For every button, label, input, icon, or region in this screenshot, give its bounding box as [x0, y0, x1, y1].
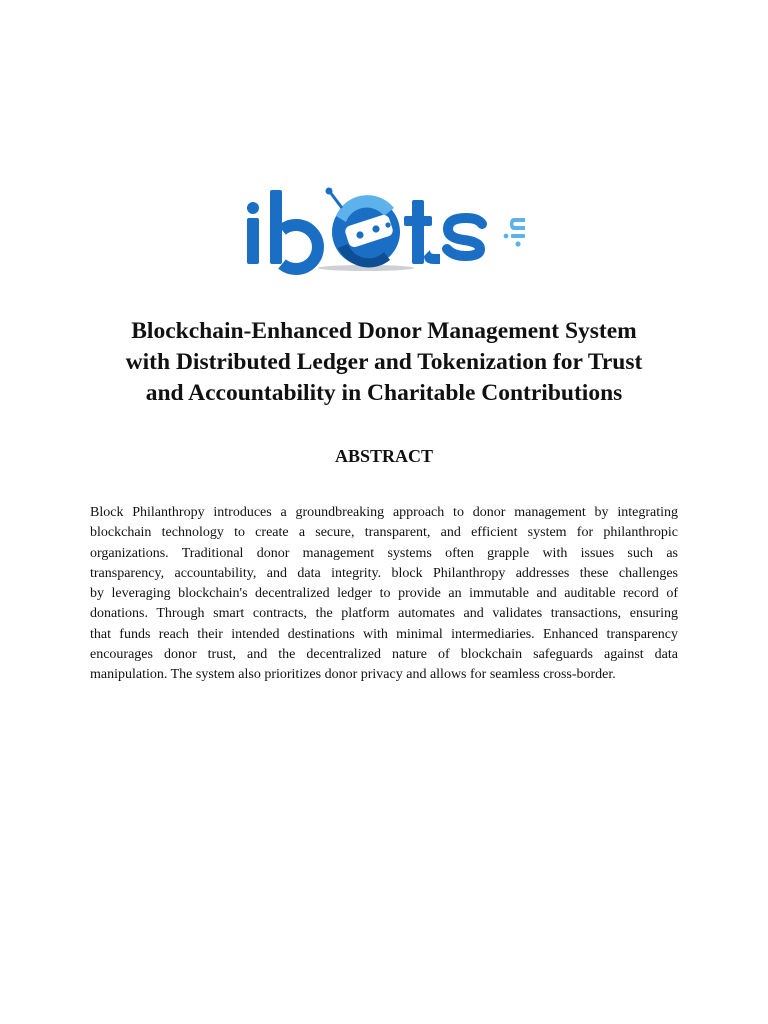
abstract-line: that funds reach their intended destinations with minimal intermediaries. Enhanced transparency — [90, 626, 678, 642]
abstract-line: Block Philanthropy introduces a groundbreaking approach to donor management by integrating — [90, 505, 678, 520]
abstract-line: donations. Through smart contracts, the platform automates and validates transactions, ensuring — [90, 606, 678, 622]
document-title — [60, 316, 708, 409]
abstract-line: by leveraging blockchain's decentralized ledger to provide an immutable and auditable record of — [90, 586, 678, 602]
abstract-paragraph — [90, 503, 678, 686]
title-line: Blockchain-Enhanced Donor Management System — [131, 318, 637, 344]
title-line: with Distributed Ledger and Tokenization for Trust — [125, 349, 643, 375]
ibots-logo-graphic — [238, 186, 530, 276]
abstract-line: manipulation. The system also prioritizes donor privacy and allows for seamless cross-border. — [90, 667, 616, 683]
abstract-line: encourages donor trust, and the decentralized nature of blockchain safeguards against data — [90, 647, 678, 663]
abstract-line: blockchain technology to create a secure, transparent, and efficient system for philanthropic — [90, 525, 678, 541]
abstract-heading: ABSTRACT — [334, 446, 434, 466]
abstract-line: organizations. Traditional donor management systems often grapple with issues such as — [90, 545, 678, 561]
ibots-logo — [238, 186, 530, 276]
abstract-line: transparency, accountability, and data integrity. block Philanthropy addresses these challenges — [90, 565, 678, 581]
title-line: and Accountability in Charitable Contributions — [145, 380, 623, 406]
